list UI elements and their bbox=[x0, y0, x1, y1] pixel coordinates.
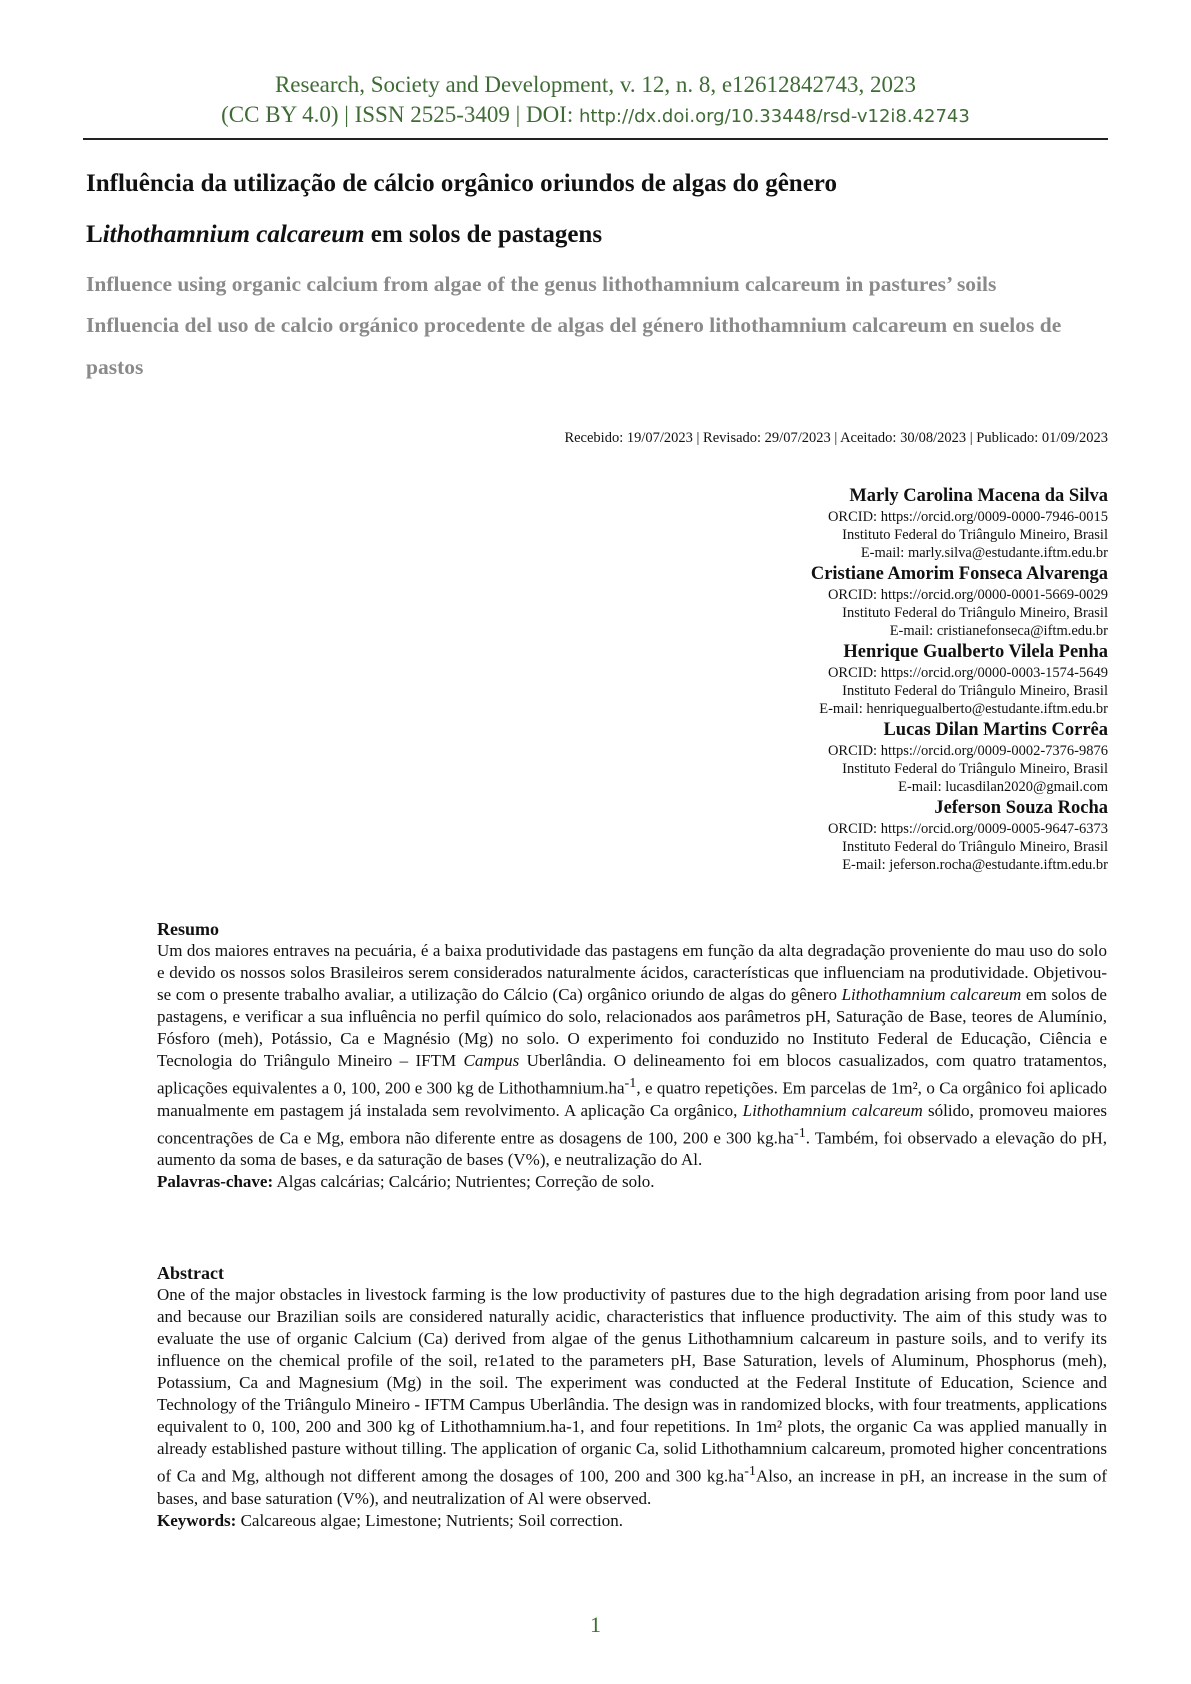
author-email[interactable]: E-mail: marly.silva@estudante.iftm.edu.br bbox=[860, 545, 1108, 561]
resumo-text: , e quatro repetições. Em parcelas de 1m², o Ca orgânico foi aplicado manualmente em pastagem já instalada sem revolvimento. A aplicação Ca orgânico, bbox=[157, 1078, 1107, 1120]
author-name: Jeferson Souza Rocha bbox=[934, 798, 1108, 818]
article-title-line-1: Influência da utilização de cálcio orgânico oriundos de algas do gênero bbox=[86, 170, 837, 197]
author-orcid[interactable]: ORCID: https://orcid.org/0009-0005-9647-6373 bbox=[827, 821, 1108, 837]
author-orcid[interactable]: ORCID: https://orcid.org/0009-0000-7946-0015 bbox=[827, 509, 1108, 525]
title-english: Influence using organic calcium from algae of the genus lithothamnium calcareum in pastures’ soils bbox=[86, 272, 997, 296]
abstract-keywords bbox=[157, 1510, 1107, 1532]
author-institution: Instituto Federal do Triângulo Mineiro, Brasil bbox=[842, 605, 1108, 621]
resumo-text: em solos de pastagens, e verificar a sua influência no perfil químico do solo, relacionados aos parâmetros pH, Saturação de Base, teores de Alumínio, Fósforo (meh), Potássio, Ca e Magnésio (Mg) no solo. O experimento foi conduzido no Instituto Federal de Educação, Ciência e Tecnologia do Triângulo Mineiro – IFTM bbox=[157, 985, 1107, 1070]
author-block bbox=[548, 718, 1108, 796]
title-spanish: Influencia del uso de calcio orgánico procedente de algas del género lithothamnium calcareum en suelos de pastos bbox=[86, 313, 1062, 379]
title-species-name: ithothamnium calcareum bbox=[102, 221, 365, 248]
abstract-text: Also, an increase in pH, an increase in the sum of bases, and base saturation (V%), and neutralization of Al were observed. bbox=[157, 1466, 1108, 1508]
author-block bbox=[548, 562, 1108, 640]
keywords-label: Palavras-chave: bbox=[157, 1172, 274, 1192]
license-issn: (CC BY 4.0) | ISSN 2525-3409 | DOI: bbox=[221, 102, 579, 127]
author-institution: Instituto Federal do Triângulo Mineiro, Brasil bbox=[842, 761, 1108, 777]
author-block bbox=[548, 640, 1108, 718]
resumo-campus: Campus bbox=[463, 1051, 520, 1070]
keywords-list: Calcareous algae; Limestone; Nutrients; Soil correction. bbox=[236, 1510, 623, 1530]
abstract-text: One of the major obstacles in livestock farming is the low productivity of pastures due to the high degradation arising from poor land use and because our Brazilian soils are considered naturally acidic, characteristics that influence productivity. The aim of this study was to evaluate the use of organic Calcium (Ca) derived from algae of the genus Lithothamnium calcareum in pasture soils, and to verify its influence on the chemical profile of the soil, re1ated to the parameters pH, Base Saturation, levels of Aluminum, Phosphorus (meh), Potassium, Ca and Magnesium (Mg) in the soil. The experiment was conducted at the Federal Institute of Education, Science and Technology of the Triângulo Mineiro - IFTM Campus Uberlândia. The design was in randomized blocks, with four treatments, applications equivalent to 0, 100, 200 and 300 kg of Lithothamnium.ha-1, and four repetitions. In 1m² plots, the organic Ca was applied manually in already established pasture without tilling. The application of organic Ca, solid Lithothamnium calcareum, promoted higher concentrations of Ca and Mg, although not different among the dosages of 100, 200 and 300 kg.ha bbox=[157, 1285, 1107, 1486]
abstract-body bbox=[157, 1284, 1107, 1510]
author-orcid[interactable]: ORCID: https://orcid.org/0000-0001-5669-0029 bbox=[827, 587, 1108, 603]
title-rest: em solos de pastagens bbox=[364, 221, 603, 248]
journal-citation: Research, Society and Development, v. 12, n. 8, e12612842743, 2023 bbox=[274, 72, 917, 97]
author-block bbox=[548, 796, 1108, 874]
resumo-species: Lithothamnium calcareum bbox=[841, 985, 1022, 1004]
author-email[interactable]: E-mail: lucasdilan2020@gmail.com bbox=[898, 779, 1108, 795]
article-title-line-2 bbox=[86, 221, 1116, 249]
author-email[interactable]: E-mail: jeferson.rocha@estudante.iftm.edu.br bbox=[842, 857, 1108, 873]
journal-header bbox=[0, 70, 1191, 132]
resumo-text: . Também, foi observado a elevação do pH, aumento da soma de bases, e da saturação de bases (V%), e neutralização do Al. bbox=[157, 1128, 1108, 1170]
resumo-heading: Resumo bbox=[157, 919, 219, 939]
author-institution: Instituto Federal do Triângulo Mineiro, Brasil bbox=[842, 683, 1108, 699]
resumo-body bbox=[157, 940, 1107, 1171]
author-institution: Instituto Federal do Triângulo Mineiro, Brasil bbox=[842, 839, 1108, 855]
abstract-section bbox=[157, 1262, 1107, 1532]
resumo-text: Uberlândia. O delineamento foi em blocos casualizados, com quatro tratamentos, aplicações equivalentes a 0, 100, 200 e 300 kg de Lithothamnium.ha bbox=[157, 1051, 1107, 1098]
author-orcid[interactable]: ORCID: https://orcid.org/0009-0002-7376-9876 bbox=[827, 743, 1108, 759]
doi-link[interactable]: http://dx.doi.org/10.33448/rsd-v12i8.42743 bbox=[578, 106, 970, 127]
resumo-section bbox=[157, 918, 1107, 1193]
author-name: Marly Carolina Macena da Silva bbox=[849, 486, 1108, 506]
abstract-superscript: -1 bbox=[744, 1463, 756, 1479]
resumo-text: sólido, promoveu maiores concentrações de Ca e Mg, embora não diferente entre as dosagens de 100, 200 e 300 kg.ha bbox=[157, 1100, 1108, 1148]
page-number: 1 bbox=[590, 1612, 601, 1637]
author-email[interactable]: E-mail: cristianefonseca@iftm.edu.br bbox=[889, 623, 1108, 639]
resumo-superscript: -1 bbox=[793, 1124, 806, 1141]
keywords-label: Keywords: bbox=[157, 1510, 237, 1530]
publication-dates: Recebido: 19/07/2023 | Revisado: 29/07/2023 | Aceitado: 30/08/2023 | Publicado: 01/09/2023 bbox=[564, 430, 1108, 446]
resumo-species: Lithothamnium calcareum bbox=[742, 1100, 923, 1120]
author-block bbox=[548, 484, 1108, 562]
author-institution: Instituto Federal do Triângulo Mineiro, Brasil bbox=[842, 527, 1108, 543]
journal-license-line bbox=[0, 100, 1191, 132]
author-name: Lucas Dilan Martins Corrêa bbox=[883, 720, 1108, 740]
abstract-heading: Abstract bbox=[157, 1263, 224, 1283]
keywords-list: Algas calcárias; Calcário; Nutrientes; Correção de solo. bbox=[273, 1172, 655, 1192]
title-first-letter: L bbox=[86, 221, 103, 248]
author-email[interactable]: E-mail: henriquegualberto@estudante.iftm.edu.br bbox=[819, 701, 1108, 717]
resumo-text: Um dos maiores entraves na pecuária, é a baixa produtividade das pastagens em função da alta degradação proveniente do mau uso do solo e devido os nossos solos Brasileiros serem considerados naturalmente ácidos, características que influenciam na produtividade. Objetivou-se com o presente trabalho avaliar, a utilização do Cálcio (Ca) orgânico oriundo de algas do gênero bbox=[157, 941, 1107, 1004]
author-name: Cristiane Amorim Fonseca Alvarenga bbox=[810, 564, 1108, 584]
resumo-superscript: -1 bbox=[624, 1075, 637, 1091]
author-orcid[interactable]: ORCID: https://orcid.org/0000-0003-1574-5649 bbox=[827, 665, 1108, 681]
author-name: Henrique Gualberto Vilela Penha bbox=[843, 642, 1108, 662]
author-list bbox=[548, 484, 1108, 874]
resumo-keywords bbox=[157, 1171, 1107, 1193]
header-divider bbox=[83, 138, 1108, 140]
